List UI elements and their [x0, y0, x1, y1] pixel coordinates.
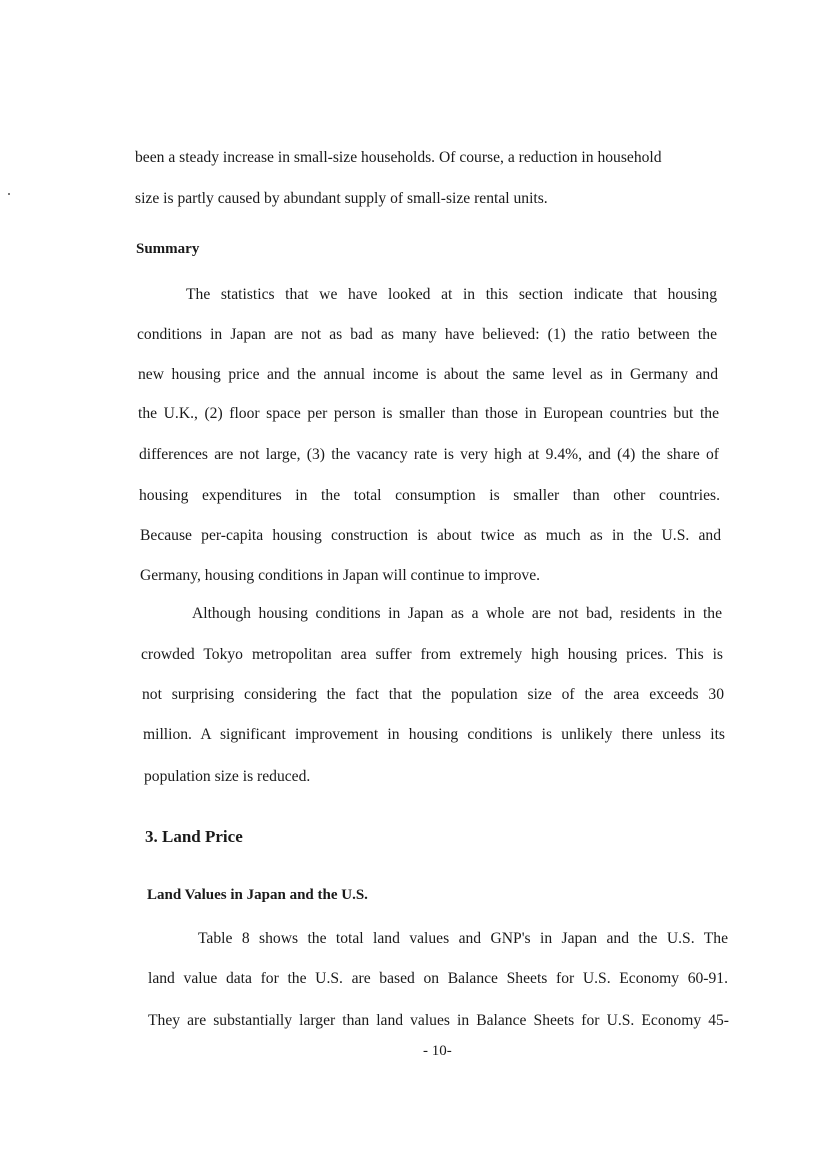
body-text-line: new housing price and the annual income is about the same level as in Germany and: [138, 366, 718, 383]
body-text-line: not surprising considering the fact that the population size of the area exceeds 30: [142, 686, 724, 703]
page-number: - 10-: [423, 1043, 452, 1059]
scan-artifact: [8, 193, 10, 195]
body-text-line: housing expenditures in the total consumption is smaller than other countries.: [139, 487, 720, 504]
body-text-line: the U.K., (2) floor space per person is smaller than those in European countries but the: [138, 405, 719, 422]
body-text-line: conditions in Japan are not as bad as many have believed: (1) the ratio between the: [137, 326, 717, 343]
body-text-line: million. A significant improvement in housing conditions is unlikely there unless its: [143, 726, 725, 743]
section-heading: 3. Land Price: [145, 827, 243, 846]
body-text-line: The statistics that we have looked at in this section indicate that housing: [186, 286, 717, 303]
body-text-line: differences are not large, (3) the vacancy rate is very high at 9.4%, and (4) the share of: [139, 446, 719, 463]
body-text-line: Germany, housing conditions in Japan will continue to improve.: [140, 567, 541, 584]
body-text-line: Because per-capita housing construction is about twice as much as in the U.S. and: [140, 527, 721, 544]
body-text-line: Table 8 shows the total land values and GNP's in Japan and the U.S. The: [198, 930, 728, 947]
body-text-line: been a steady increase in small-size households. Of course, a reduction in household: [135, 149, 662, 166]
subsection-heading: Land Values in Japan and the U.S.: [147, 887, 368, 903]
body-text-line: crowded Tokyo metropolitan area suffer from extremely high housing prices. This is: [141, 646, 723, 663]
body-text-line: Although housing conditions in Japan as a whole are not bad, residents in the: [192, 605, 722, 622]
body-text-line: land value data for the U.S. are based on Balance Sheets for U.S. Economy 60-91.: [148, 970, 728, 987]
body-text-line: They are substantially larger than land values in Balance Sheets for U.S. Economy 45-: [148, 1012, 729, 1029]
body-text-line: population size is reduced.: [144, 768, 311, 785]
body-text-line: size is partly caused by abundant supply of small-size rental units.: [135, 190, 548, 207]
summary-heading: Summary: [136, 241, 200, 257]
